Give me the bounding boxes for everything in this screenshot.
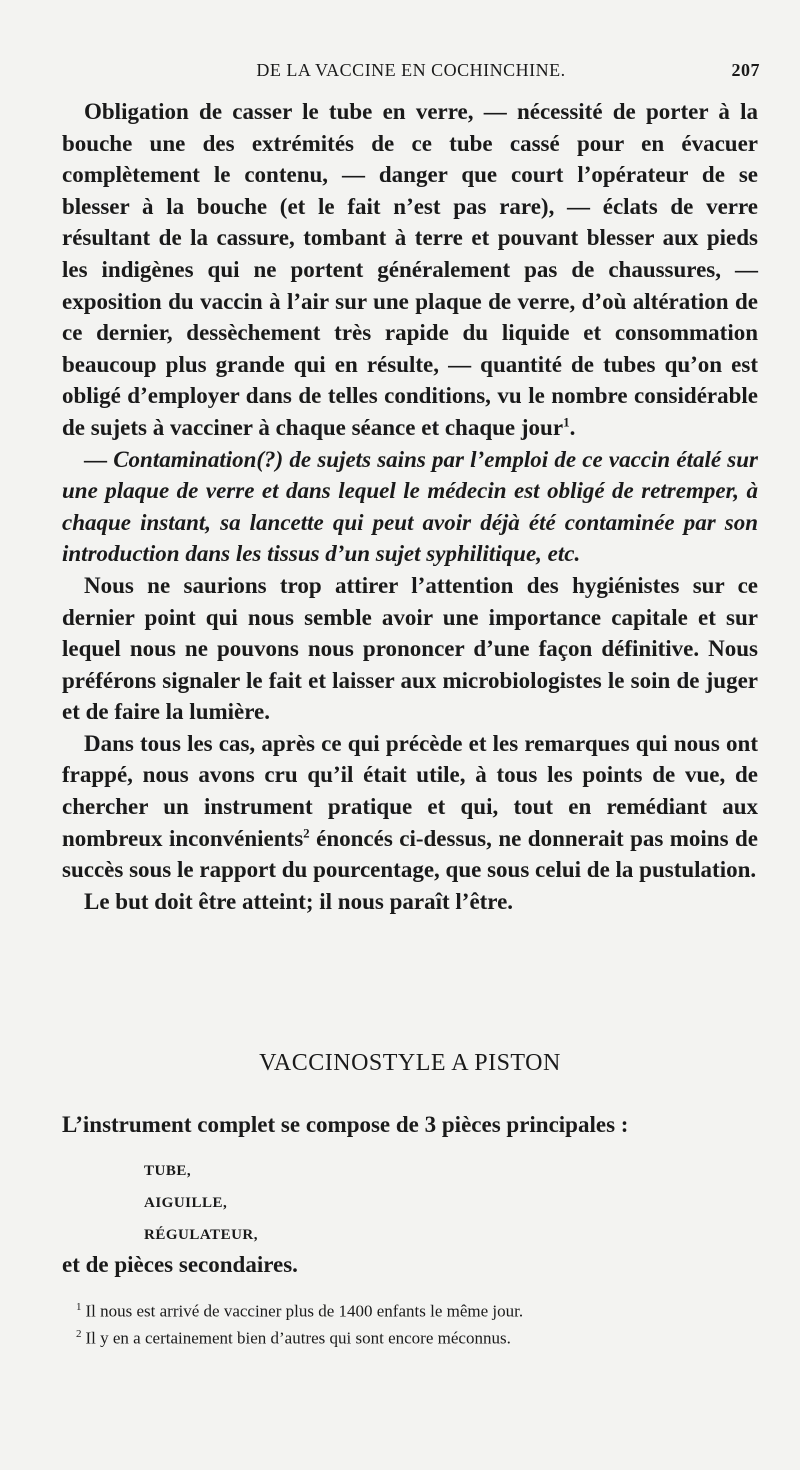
paragraph-hygienists: Nous ne saurions trop attirer l’attention des hygiénistes sur ce dernier point qui nous semble avoir une importance capitale et sur lequel nous ne pouvons nous prononcer d’une façon définitive. Nous préférons signaler le fait et laisser aux microbiologistes le soin de juger et de faire la lumière.	[62, 572, 758, 725]
secondary-parts-line: et de pièces secondaires.	[62, 1252, 298, 1277]
italic-text: Contamination(?) de sujets sains par l’emploi de ce vaccin étalé sur une plaque de verre et dans lequel le médecin est obligé de retremper, à chaque instant, sa lancette qui peut avoir déjà été contaminée par son introduction dans les tissus d’un sujet syphilitique, etc.	[62, 446, 758, 567]
footnote-ref-2: 2	[303, 825, 310, 840]
section-intro: L’instrument complet se compose de 3 pièces principales :	[62, 1112, 629, 1137]
footnotes	[62, 1296, 762, 1349]
part-regulateur: RÉGULATEUR,	[144, 1227, 258, 1243]
page-number: 207	[731, 60, 760, 80]
footnote-text: Il nous est arrivé de vacciner plus de 1400 enfants le même jour.	[85, 1301, 524, 1321]
paragraph-text: Dans tous les cas, après ce qui précède et les remarques qui nous ont frappé, nous avons cru qu’il était utile, à tous les points de vue, de chercher un instrument pratique et qui, tout en remédiant aux nombreux inconvénients	[62, 730, 758, 851]
footnote-1	[62, 1296, 762, 1323]
part-aiguille: AIGUILLE,	[144, 1195, 228, 1211]
footnote-mark: 1	[76, 1301, 82, 1313]
dash: —	[84, 446, 114, 472]
part-tube: TUBE,	[144, 1163, 192, 1179]
paragraph-goal: Le but doit être atteint; il nous paraît l’être.	[84, 888, 514, 914]
section-heading: VACCINOSTYLE A PISTON	[259, 1050, 561, 1076]
paragraph-text: Obligation de casser le tube en verre, — nécessité de porter à la bouche une des extrémités de ce tube cassé pour en évacuer complètement le contenu, — danger que court l’opérateur de se blesser à la bouche (et le fait n’est pas rare), — éclats de verre résultant de la cassure, tombant à terre et pouvant blesser aux pieds les indigènes qui ne portent généralement pas de chaussures, — exposition du vaccin à l’air sur une plaque de verre, d’où altération de ce dernier, dessèchement très rapide du liquide et consommation beaucoup plus grande qui en résulte, — quantité de tubes qu’on est obligé d’employer dans de telles conditions, vu le nombre considérable de sujets à vacciner à chaque séance et chaque jour	[62, 99, 758, 440]
footnote-ref-1: 1	[563, 414, 570, 430]
footnote-2	[62, 1323, 762, 1350]
page-header	[62, 60, 760, 90]
paragraph-text-end: énoncés ci-dessus, ne donnerait pas moins de succès sous le rapport du pourcentage, que sous celui de la pustulation.	[62, 825, 759, 883]
footnote-mark: 2	[76, 1327, 82, 1340]
parts-list	[144, 1155, 258, 1251]
paragraph-contamination	[62, 444, 758, 570]
running-title: DE LA VACCINE EN COCHINCHINE.	[256, 60, 566, 80]
footnote-text: Il y en a certainement bien d’autres qui sont encore méconnus.	[85, 1328, 511, 1348]
paragraph-end: .	[569, 414, 576, 440]
main-text	[62, 96, 758, 917]
paragraph-inconveniences	[62, 96, 758, 444]
paragraph-instrument	[62, 728, 758, 886]
